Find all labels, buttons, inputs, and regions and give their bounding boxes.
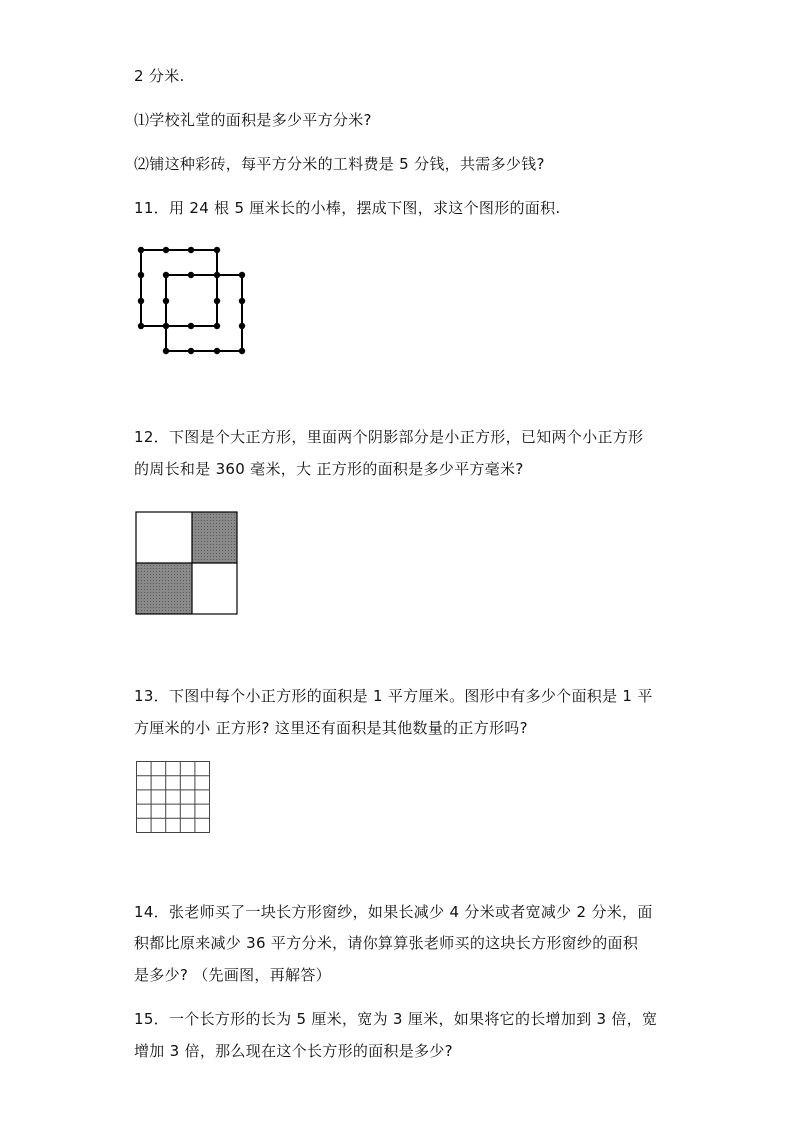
- question-15-line-2: 增加 3 倍，那么现在这个长方形的面积是多少?: [134, 1042, 453, 1060]
- question-14-line-3: 是多少? （先画图，再解答）: [134, 966, 331, 984]
- question-11: 11．用 24 根 5 厘米长的小棒，摆成下图，求这个图形的面积.: [134, 199, 561, 217]
- question-10-part-1: ⑴学校礼堂的面积是多少平方分米?: [134, 111, 372, 129]
- question-12-line-2: 的周长和是 360 毫米，大 正方形的面积是多少平方毫米?: [134, 460, 524, 478]
- text-line-1: 2 分米.: [134, 67, 185, 85]
- big-square-figure: [135, 511, 239, 616]
- stick-figure: [130, 240, 252, 362]
- question-13-line-1: 13．下图中每个小正方形的面积是 1 平方厘米。图形中有多少个面积是 1 平: [134, 687, 653, 705]
- question-12-line-1: 12．下图是个大正方形，里面两个阴影部分是小正方形，已知两个小正方形: [134, 428, 644, 446]
- question-13-line-2: 方厘米的小 正方形? 这里还有面积是其他数量的正方形吗?: [134, 719, 528, 737]
- grid-figure: [135, 760, 212, 835]
- question-15-line-1: 15．一个长方形的长为 5 厘米，宽为 3 厘米，如果将它的长增加到 3 倍，宽: [134, 1010, 658, 1028]
- question-10-part-2: ⑵铺这种彩砖，每平方分米的工料费是 5 分钱，共需多少钱?: [134, 155, 545, 173]
- question-14-line-2: 积都比原来减少 36 平方分米，请你算算张老师买的这块长方形窗纱的面积: [134, 934, 639, 952]
- question-14-line-1: 14．张老师买了一块长方形窗纱，如果长减少 4 分米或者宽减少 2 分米，面: [134, 903, 653, 921]
